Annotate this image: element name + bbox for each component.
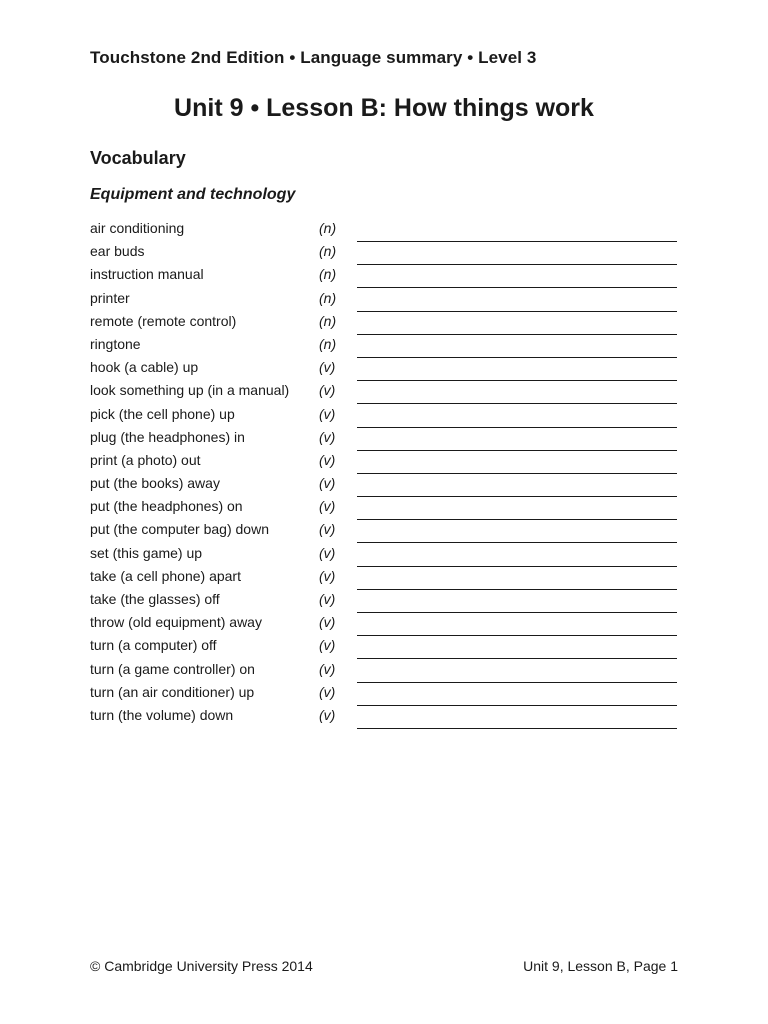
vocabulary-row <box>90 404 680 427</box>
section-title: Vocabulary <box>90 148 186 168</box>
vocabulary-term: take (a cell phone) apart <box>90 567 241 584</box>
vocabulary-row <box>90 357 680 380</box>
vocabulary-term: remote (remote control) <box>90 312 237 329</box>
vocabulary-term: air conditioning <box>90 220 185 236</box>
vocabulary-term: turn (an air conditioner) up <box>90 683 255 700</box>
vocabulary-term: plug (the headphones) in <box>90 428 245 445</box>
part-of-speech: (v) <box>319 567 336 584</box>
vocabulary-term: hook (a cable) up <box>90 359 199 376</box>
vocabulary-row <box>90 218 680 241</box>
part-of-speech: (v) <box>319 475 336 492</box>
vocabulary-term: ringtone <box>90 335 141 352</box>
part-of-speech: (n) <box>319 335 337 352</box>
vocabulary-term: set (this game) up <box>90 544 203 561</box>
vocabulary-row <box>90 311 680 334</box>
vocabulary-row <box>90 519 680 542</box>
vocabulary-term: pick (the cell phone) up <box>90 405 235 422</box>
part-of-speech: (v) <box>319 683 336 700</box>
vocabulary-term: throw (old equipment) away <box>90 614 262 631</box>
vocabulary-term: instruction manual <box>90 266 204 283</box>
vocabulary-row <box>90 635 680 658</box>
series-header: Touchstone 2nd Edition • Language summary • Level 3 <box>90 48 537 67</box>
vocabulary-row <box>90 450 680 473</box>
vocabulary-row <box>90 473 680 496</box>
vocabulary-row <box>90 241 680 264</box>
vocabulary-row <box>90 705 680 728</box>
vocabulary-term: turn (the volume) down <box>90 706 234 723</box>
part-of-speech: (v) <box>319 637 336 654</box>
part-of-speech: (n) <box>319 243 337 260</box>
part-of-speech: (n) <box>319 220 337 236</box>
footer-copyright: © Cambridge University Press 2014 <box>90 958 313 974</box>
vocabulary-term: take (the glasses) off <box>90 591 220 607</box>
footer-page-reference: Unit 9, Lesson B, Page 1 <box>523 958 678 974</box>
vocabulary-term: put (the books) away <box>90 475 220 492</box>
part-of-speech: (v) <box>319 706 336 723</box>
vocabulary-row <box>90 682 680 705</box>
answer-line <box>357 728 677 729</box>
part-of-speech: (v) <box>319 382 336 399</box>
vocabulary-term: print (a photo) out <box>90 451 201 468</box>
part-of-speech: (v) <box>319 359 336 376</box>
vocabulary-term: look something up (in a manual) <box>90 382 290 399</box>
vocabulary-row <box>90 427 680 450</box>
vocabulary-row <box>90 496 680 519</box>
part-of-speech: (v) <box>319 614 336 631</box>
part-of-speech: (v) <box>319 591 336 607</box>
part-of-speech: (v) <box>319 405 336 422</box>
vocabulary-row <box>90 264 680 287</box>
vocabulary-term: turn (a game controller) on <box>90 660 255 677</box>
vocabulary-term: turn (a computer) off <box>90 637 217 654</box>
part-of-speech: (v) <box>319 498 336 515</box>
vocabulary-term: ear buds <box>90 243 145 260</box>
part-of-speech: (v) <box>319 660 336 677</box>
vocabulary-row <box>90 659 680 682</box>
vocabulary-row <box>90 566 680 589</box>
vocabulary-row <box>90 334 680 357</box>
vocabulary-row <box>90 543 680 566</box>
part-of-speech: (n) <box>319 312 337 329</box>
lesson-title: Unit 9 • Lesson B: How things work <box>174 94 594 122</box>
vocabulary-row <box>90 380 680 403</box>
vocabulary-row <box>90 589 680 612</box>
vocabulary-term: put (the headphones) on <box>90 498 243 515</box>
vocabulary-row <box>90 612 680 635</box>
vocabulary-list <box>90 218 680 728</box>
part-of-speech: (n) <box>319 289 337 306</box>
vocabulary-term: put (the computer bag) down <box>90 521 269 538</box>
part-of-speech: (v) <box>319 544 336 561</box>
vocabulary-term: printer <box>90 289 130 306</box>
part-of-speech: (v) <box>319 428 336 445</box>
part-of-speech: (n) <box>319 266 337 283</box>
vocabulary-row <box>90 288 680 311</box>
part-of-speech: (v) <box>319 451 336 468</box>
subsection-title: Equipment and technology <box>90 186 296 203</box>
part-of-speech: (v) <box>319 521 336 538</box>
